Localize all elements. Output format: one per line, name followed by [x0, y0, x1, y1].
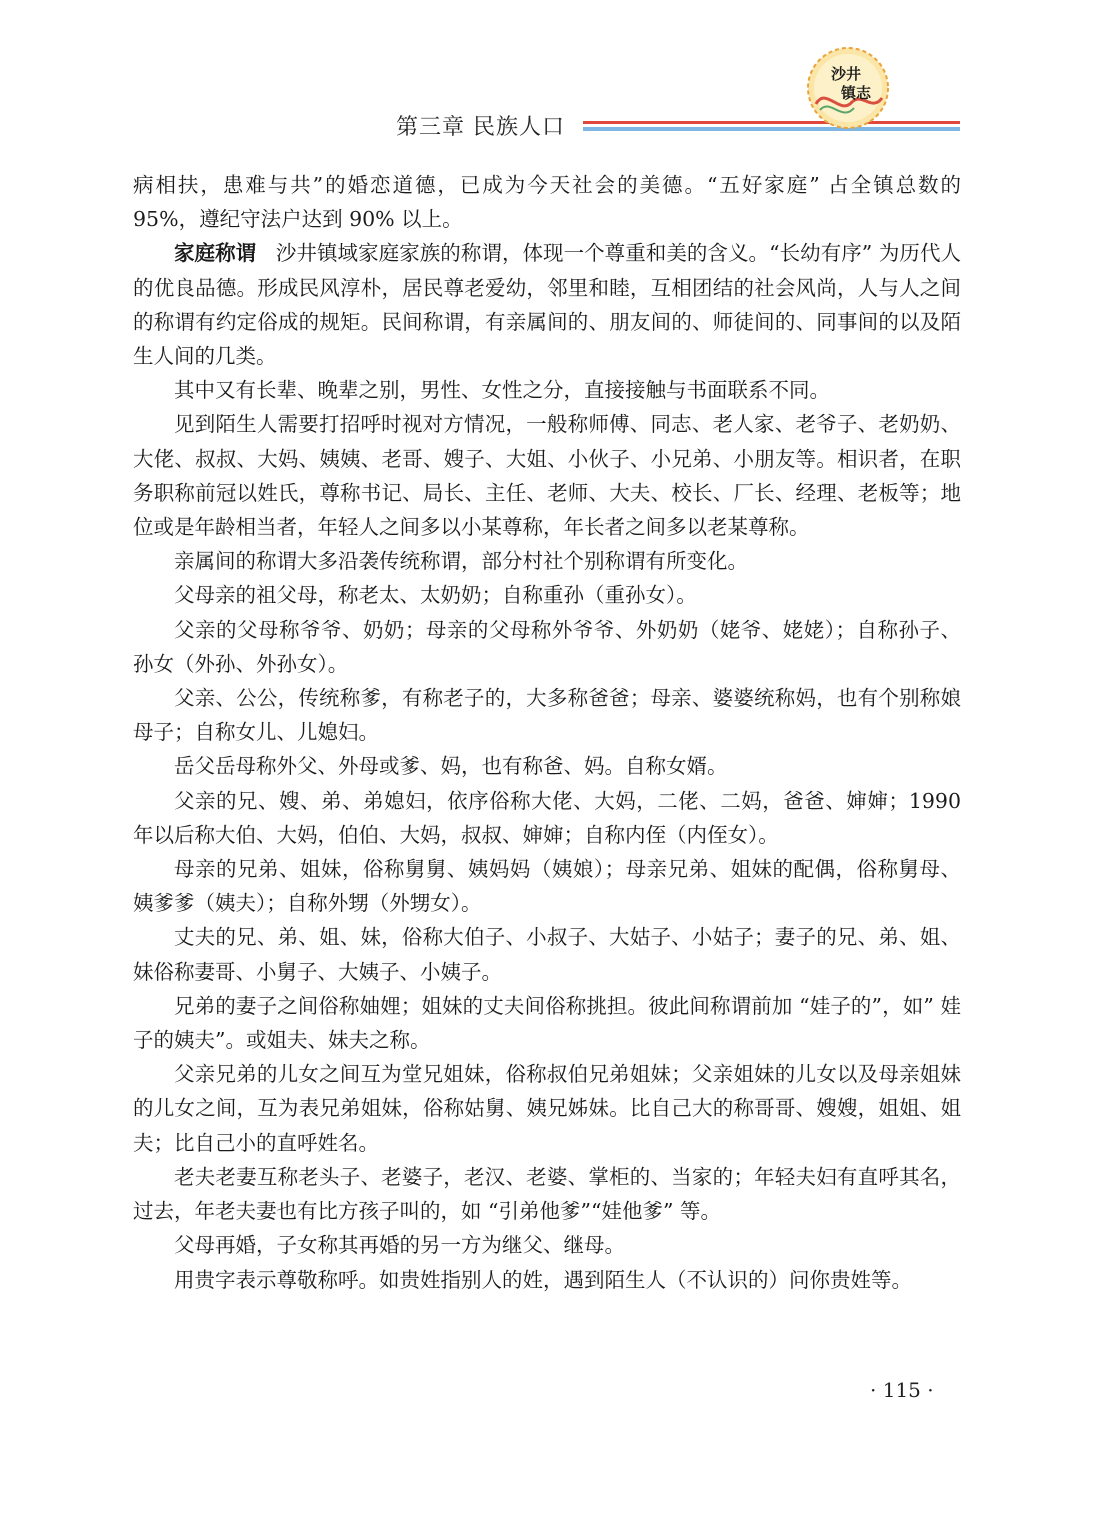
- paragraph-10: 父亲的兄、嫂、弟、弟媳妇，依序俗称大佬、大妈，二佬、二妈，爸爸、婶婶；1990 年以后称大伯、大妈，伯伯、大妈，叔叔、婶婶；自称内侄（内侄女）。: [133, 788, 961, 847]
- paragraph-1: 病相扶，患难与共”的婚恋道德，已成为今天社会的美德。“五好家庭” 占全镇总数的 95%，遵纪守法户达到 90% 以上。: [133, 173, 961, 232]
- paragraph-2: [133, 236, 961, 373]
- paragraph-3: 其中又有长辈、晚辈之别，男性、女性之分，直接接触与书面联系不同。: [174, 378, 830, 403]
- paragraph-13: 兄弟的妻子之间俗称妯娌；姐妹的丈夫间俗称挑担。彼此间称谓前加 “娃子的”，如” 娃子的姨夫”。或姐夫、妹夫之称。: [133, 993, 961, 1053]
- paragraph-15: 老夫老妻互称老头子、老婆子，老汉、老婆、掌柜的、当家的；年轻夫妇有直呼其名，过去，年老夫妻也有比方孩子叫的，如 “引弟他爹”“娃他爹” 等。: [133, 1164, 961, 1224]
- paragraph-8: 父亲、公公，传统称爹，有称老子的，大多称爸爸；母亲、婆婆统称妈，也有个别称娘母子；自称女儿、儿媳妇。: [133, 686, 961, 745]
- section-term: 家庭称谓: [174, 241, 257, 266]
- page-number: · 115 ·: [870, 1378, 934, 1402]
- logo-text-line2: 镇志: [840, 84, 872, 102]
- page-header: [0, 0, 1093, 140]
- paragraph-5: 亲属间的称谓大多沿袭传统称谓，部分村社个别称谓有所变化。: [174, 549, 748, 574]
- paragraph-17: 用贵字表示尊敬称呼。如贵姓指别人的姓，遇到陌生人（不认识的）问你贵姓等。: [174, 1267, 912, 1292]
- paragraph-14: 父亲兄弟的儿女之间互为堂兄姐妹，俗称叔伯兄弟姐妹；父亲姐妹的儿女以及母亲姐妹的儿女之间，互为表兄弟姐妹，俗称姑舅、姨兄姊妹。比自己大的称哥哥、嫂嫂，姐姐、姐夫；比自己小的直呼姓名。: [133, 1062, 961, 1155]
- paragraph-11: 母亲的兄弟、姐妹，俗称舅舅、姨妈妈（姨娘）；母亲兄弟、姐妹的配偶，俗称舅母、姨爹爹（姨夫）；自称外甥（外甥女）。: [133, 857, 961, 916]
- paragraph-2-text: 沙井镇域家庭家族的称谓，体现一个尊重和美的含义。“长幼有序” 为历代人的优良品德。形成民风淳朴，居民尊老爱幼，邻里和睦，互相团结的社会风尚，人与人之间的称谓有约定俗成的规矩。民间称谓，有亲属间的、朋友间的、师徒间的、同事间的以及陌生人间的几类。: [133, 241, 961, 369]
- paragraph-16: 父母再婚，子女称其再婚的另一方为继父、继母。: [174, 1233, 625, 1258]
- town-gazetteer-logo: [806, 46, 890, 130]
- paragraph-4: 见到陌生人需要打招呼时视对方情况，一般称师傅、同志、老人家、老爷子、老奶奶、大佬、叔叔、大妈、姨姨、老哥、嫂子、大姐、小伙子、小兄弟、小朋友等。相识者，在职务职称前冠以姓氏，尊称书记、局长、主任、老师、大夫、校长、厂长、经理、老板等；地位或是年龄相当者，年轻人之间多以小某尊称，年长者之间多以老某尊称。: [133, 412, 961, 540]
- header-rule: [583, 118, 960, 134]
- paragraph-9: 岳父岳母称外父、外母或爹、妈，也有称爸、妈。自称女婿。: [174, 754, 728, 779]
- logo-text-line1: 沙井: [830, 65, 862, 83]
- body-text: [133, 168, 961, 1297]
- header-rule-red: [583, 121, 960, 124]
- chapter-title: 第三章 民族人口: [396, 115, 565, 140]
- paragraph-12: 丈夫的兄、弟、姐、妹，俗称大伯子、小叔子、大姑子、小姑子；妻子的兄、弟、姐、妹俗称妻哥、小舅子、大姨子、小姨子。: [133, 925, 961, 984]
- paragraph-6: 父母亲的祖父母，称老太、太奶奶；自称重孙（重孙女）。: [174, 583, 697, 608]
- header-rule-blue: [583, 127, 960, 131]
- paragraph-7: 父亲的父母称爷爷、奶奶；母亲的父母称外爷爷、外奶奶（姥爷、姥姥）；自称孙子、孙女（外孙、外孙女）。: [133, 617, 961, 676]
